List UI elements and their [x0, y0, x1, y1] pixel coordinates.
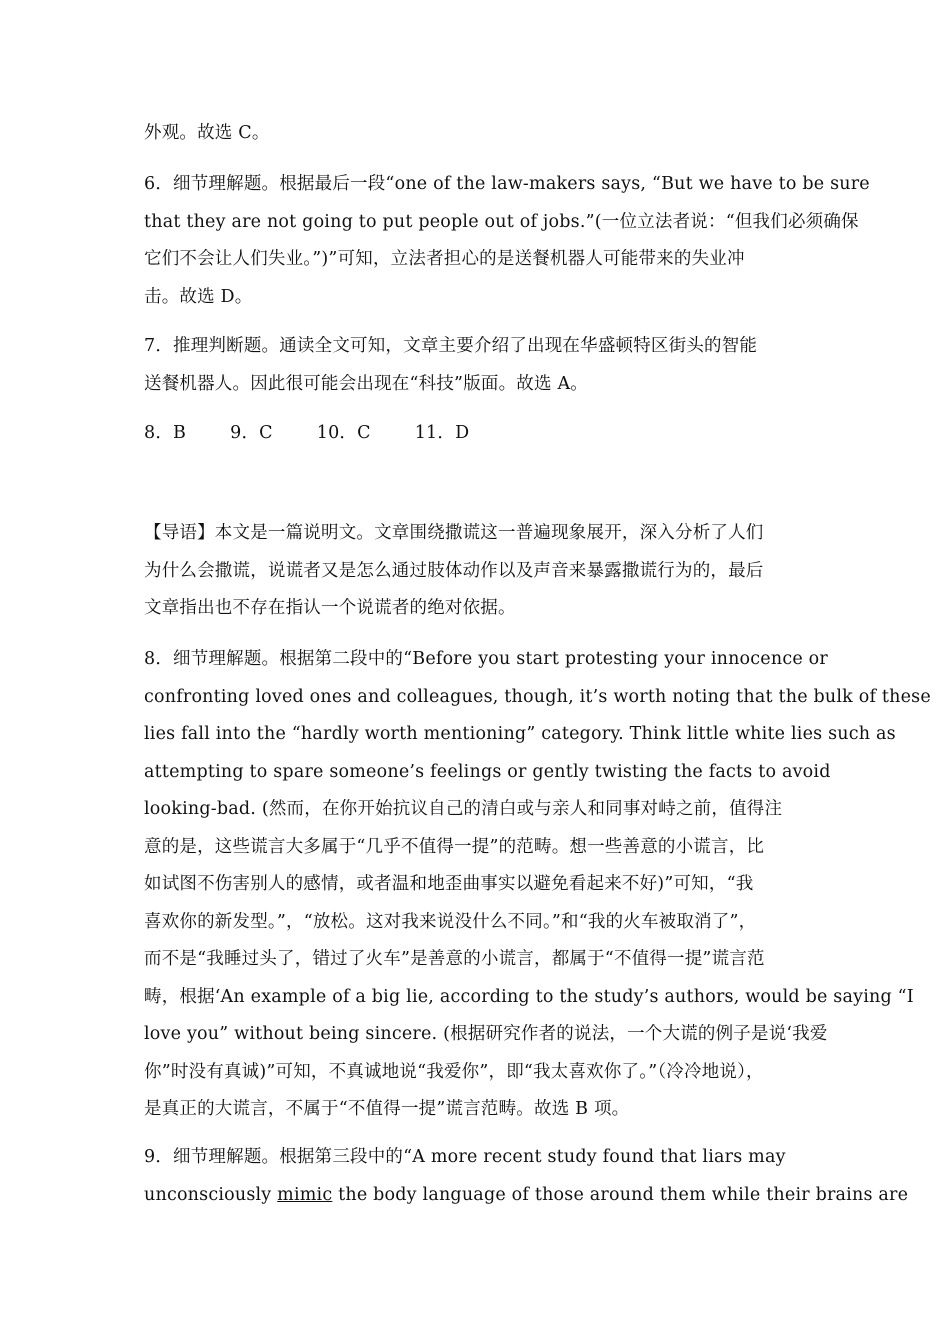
text-line: that they are not going to put people out of jobs.”(一位立法者说：“但我们必须确保 [144, 211, 859, 232]
answer-9: 9．C [230, 423, 273, 443]
paragraph-q9 [144, 1139, 909, 1214]
text-line-with-underline [144, 1177, 909, 1215]
text-line: looking-bad. (然而，在你开始抗议自己的清白或与亲人和同事对峙之前，值得注 [144, 799, 783, 819]
text-line: 为什么会撒谎，说谎者又是怎么通过肢体动作以及声音来暴露撒谎行为的，最后 [144, 560, 764, 581]
text-line: 是真正的大谎言，不属于“不值得一提”谎言范畴。故选 B 项。 [144, 1099, 630, 1119]
paragraph-intro [144, 515, 814, 628]
text-line: love you” without being sincere. (根据研究作者的说法，一个大谎的例子是说‘我爱 [144, 1024, 828, 1044]
text-line: 畴，根据‘An example of a big lie, according to the study’s authors, would be saying “I [144, 986, 914, 1007]
text-line: 击。故选 D。 [144, 286, 253, 307]
text-line: 8．细节理解题。根据第二段中的“Before you start protesting your innocence or [144, 649, 828, 669]
text-line: 如试图不伤害别人的感情，或者温和地歪曲事实以避免看起来不好)”可知，“我 [144, 874, 754, 894]
text-line: 【导语】本文是一篇说明文。文章围绕撒谎这一普遍现象展开，深入分析了人们 [144, 523, 764, 543]
text-line: 9．细节理解题。根据第三段中的“A more recent study found that liars may [144, 1147, 786, 1167]
text-line: confronting loved ones and colleagues, though, it’s worth noting that the bulk of these [144, 686, 931, 707]
text-line: 意的是，这些谎言大多属于“几乎不值得一提”的范畴。想一些善意的小谎言，比 [144, 836, 765, 857]
answer-10: 10．C [316, 423, 371, 443]
text-line: lies fall into the “hardly worth mentioning” category. Think little white lies such as [144, 724, 896, 744]
text-line: 6．细节理解题。根据最后一段“one of the law-makers says, “But we have to be sure [144, 174, 870, 194]
text-line: 而不是“我睡过头了，错过了火车”是善意的小谎言，都属于“不值得一提”谎言范 [144, 949, 765, 969]
text-line: 文章指出也不存在指认一个说谎者的绝对依据。 [144, 598, 516, 618]
text-line: attempting to spare someone’s feelings or gently twisting the facts to avoid [144, 761, 831, 782]
paragraph-q8 [144, 641, 931, 1129]
paragraph-q7 [144, 328, 814, 403]
text-line: 7．推理判断题。通读全文可知，文章主要介绍了出现在华盛顿特区街头的智能 [144, 336, 758, 356]
answer-key-line [144, 415, 814, 453]
text-line: 外观。故选 C。 [144, 123, 270, 143]
underlined-word: mimic [277, 1184, 333, 1205]
text-segment: the body language of those around them while their brains are [332, 1184, 909, 1205]
paragraph-q5-end [144, 115, 814, 153]
text-segment: unconsciously [144, 1184, 278, 1205]
text-line: 送餐机器人。因此很可能会出现在“科技”版面。故选 A。 [144, 373, 588, 394]
answer-8: 8．B [144, 423, 187, 443]
answer-11: 11．D [414, 423, 470, 443]
text-line: 喜欢你的新发型。”，“放松。这对我来说没什么不同。”和“我的火车被取消了”， [144, 911, 757, 932]
paragraph-q6 [144, 166, 870, 316]
text-line: 它们不会让人们失业。”)”可知，立法者担心的是送餐机器人可能带来的失业冲 [144, 249, 745, 269]
text-line: 你”时没有真诚)”可知，不真诚地说“我爱你”，即“我太喜欢你了。”（冷冷地说）， [144, 1061, 764, 1082]
